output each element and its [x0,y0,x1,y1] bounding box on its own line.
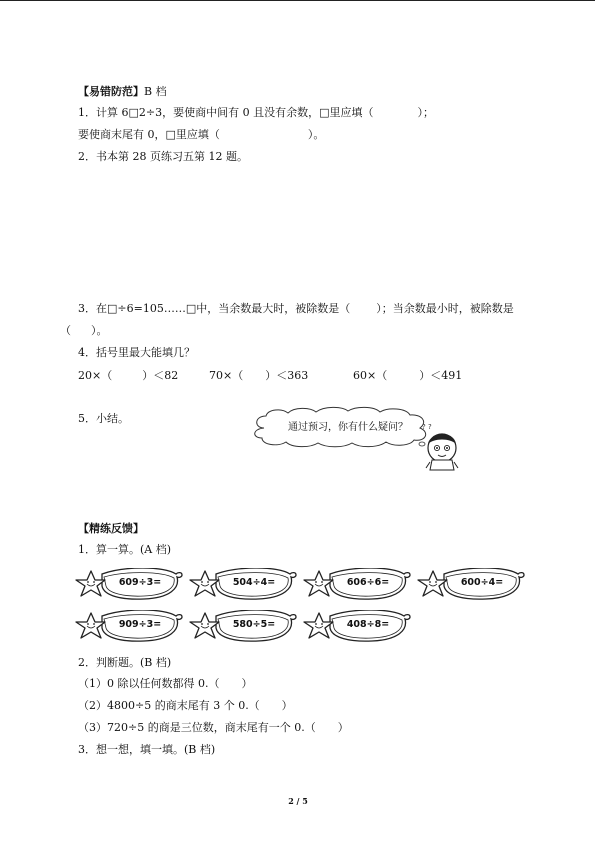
question-4-item-b [209,367,308,383]
calc-card [74,568,184,602]
feedback-question-2: 2．判断题。(B 档) [78,656,172,669]
q4-c-right: ）＜491 [419,369,463,382]
feedback-question-3: 3．想一想，填一填。(B 档) [78,743,216,756]
calc-card [302,610,412,644]
thinking-kid-icon [418,420,468,472]
judge-item-2: （2）4800÷5 的商末尾有 3 个 0.（ ） [78,699,293,712]
q3-text-a: 3．在□÷6=105……□中，当余数最大时，被除数是（ [78,302,351,315]
q1-text: 1．计算 6□2÷3，要使商中间有 0 且没有余数，□里应填（ [78,106,374,119]
top-rule [0,0,595,1]
q3-open: （ [60,324,71,337]
q3-close: ）。 [91,324,108,337]
feedback-question-1: 1．算一算。(A 档) [78,543,172,556]
question-2: 2．书本第 28 页练习五第 12 题。 [78,150,248,163]
calc-expression: 580÷5= [232,619,276,630]
calc-card [416,568,526,602]
judge-item-1: （1）0 除以任何数都得 0.（ ） [78,677,253,690]
calc-card [188,610,298,644]
q1-line2-end: ）。 [307,128,325,141]
q1-end: ）； [417,106,434,119]
calc-card [74,610,184,644]
question-4: 4．括号里最大能填几？ [78,346,195,359]
section-heading-error-prevention [78,83,167,99]
calc-expression: 609÷3= [118,577,162,588]
q4-a-left: 20×（ [78,369,113,382]
calc-card [302,568,412,602]
page-number: 2 / 5 [288,796,308,806]
calc-expression: 909÷3= [118,619,162,630]
section-heading-practice-feedback: 【精练反馈】 [78,522,144,535]
level-label: B 档 [144,85,167,98]
question-3-line-2 [60,322,108,338]
calc-expression: 606÷6= [346,577,390,588]
question-3-line-1 [78,300,514,316]
judge-item-3: （3）720÷5 的商是三位数，商末尾有一个 0.（ ） [78,721,349,734]
calc-expression: 408÷8= [346,619,390,630]
question-1-line-1 [78,104,434,120]
q3-text-b: ）；当余数最小时，被除数是 [376,302,514,315]
heading-text: 【易错防范】 [78,85,144,98]
calc-card [188,568,298,602]
q4-b-right: ）＜363 [265,369,309,382]
question-4-item-c [353,367,462,383]
q1-line2-text: 要使商末尾有 0，□里应填（ [78,128,220,141]
question-5: 5．小结。 [78,412,129,425]
q4-a-right: ）＜82 [142,369,179,382]
question-1-line-2 [78,126,324,142]
calc-expression: 600÷4= [460,577,504,588]
question-4-item-a [78,367,178,383]
svg-text:? ?: ? ? [422,423,432,431]
cloud-text: 通过预习，你有什么疑问？ [288,422,408,433]
q4-c-left: 60×（ [353,369,388,382]
q4-b-left: 70×（ [209,369,244,382]
calc-expression: 504÷4= [232,577,276,588]
